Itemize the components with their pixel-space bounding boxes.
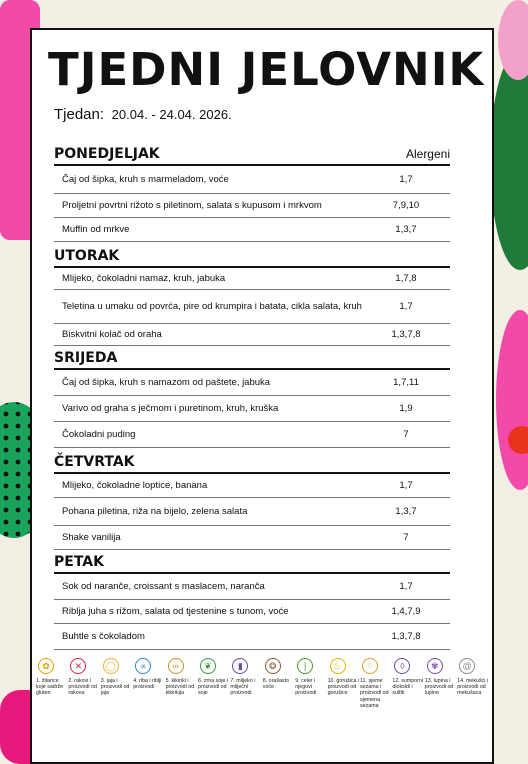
meal-allergens: 1,3,7,8 [391,329,421,340]
milk-icon: ▮ [232,658,248,674]
legend-item [360,658,392,709]
legend-item [457,658,489,697]
week-range [54,106,232,123]
legend-item [68,658,100,697]
meal-text: Čaj od šipka, kruh s namazom od paštete, jabuka [62,377,271,388]
fish-icon: ∝ [135,658,151,674]
legend-label: 4. riba i riblji proizvodi [133,678,162,691]
meal-text: Čaj od šipka, kruh s marmeladom, voće [62,174,229,185]
legend-label: 5. kikiriki i proizvodi od kikirikija [165,678,195,697]
meal-allergens: 7 [403,429,409,440]
allergens-column-header: Alergeni [405,147,450,161]
legend-item [425,658,457,697]
meal-allergens: 1,4,7,9 [391,606,421,617]
sesame-icon: ⁘ [362,658,378,674]
sulfite-icon: ◊ [394,658,410,674]
legend-label: 11. sjeme sezama i proizvodi od sjemena sezama [360,678,389,709]
week-dates: 20.04. - 24.04. 2026. [111,107,232,122]
legend-label: 8. orašasto voće [262,678,290,691]
meal-row [54,600,450,624]
crab-icon: ✕ [70,658,86,674]
legend-item [392,658,424,697]
meal-row [54,166,450,194]
legend-item [101,658,133,697]
legend-item [36,658,68,697]
mollusc-icon: @ [459,658,475,674]
allergen-legend [36,658,496,738]
meal-row [54,574,450,600]
legend-item [230,658,262,697]
legend-label: 6. zrna soje i proizvodi od soje [198,678,229,697]
meal-text: Varivo od graha s ječmom i puretinom, kruh, kruška [62,403,279,414]
legend-item [198,658,230,697]
legend-item [328,658,360,697]
meal-text: Muffin od mrkve [62,224,130,235]
soy-icon: ❦ [200,658,216,674]
meal-row [54,194,450,218]
meal-allergens: 7 [403,532,409,543]
day-header [54,348,450,370]
day-header [54,246,450,268]
meal-allergens: 1,7 [399,480,413,491]
day-name: PETAK [54,554,104,570]
meal-allergens: 1,3,7 [395,224,417,235]
day-header [54,552,450,574]
day-header [54,452,450,474]
day-header [54,144,450,166]
menu-card [30,28,494,764]
meal-allergens: 1,7,8 [395,273,417,284]
meal-row [54,422,450,448]
meal-row [54,268,450,290]
day-name: SRIJEDA [54,350,118,366]
legend-label: 2. rakovi i proizvodi od rakova [68,678,97,697]
meal-text: Pohana piletina, riža na bijelo, zelena salata [62,506,248,517]
meal-text: Buhtle s čokoladom [62,631,145,642]
meal-text: Shake vanilija [62,532,121,543]
legend-label: 12. sumporni dioksidi i sulfiti [392,678,424,697]
meal-allergens: 1,9 [399,403,413,414]
meal-row [54,324,450,346]
day-name: ČETVRTAK [54,454,135,470]
week-label: Tjedan: [54,106,105,123]
day-name: PONEDJELJAK [54,146,160,162]
meal-allergens: 1,7,11 [393,377,419,388]
meal-row [54,218,450,242]
nut-icon: ❂ [265,658,281,674]
legend-label: 14. mekušci i proizvodi od mekušaca [457,678,489,697]
legend-label: 7. mlijeko i mliječni proizvodi [230,678,256,697]
meal-row [54,526,450,550]
meal-text: Proljetni povrtni rižoto s piletinom, salata s kupusom i mrkvom [62,200,322,211]
meal-text: Riblja juha s rižom, salata od tjestenine s tunom, voće [62,606,289,617]
meal-row [54,624,450,650]
meal-text: Čokoladni puding [62,429,136,440]
legend-label: 13. lupina i proizvodi od lupine [424,678,454,697]
meal-text: Mlijeko, čokoladne loptice, banana [62,480,208,491]
legend-item [166,658,198,697]
day-name: UTORAK [54,248,120,264]
legend-item [295,658,327,697]
meal-row [54,396,450,422]
wheat-icon: ✿ [38,658,54,674]
page-title: TJEDNI JELOVNIK [48,43,485,96]
celery-icon: ❘ [297,658,313,674]
peanut-icon: ∞ [168,658,184,674]
legend-label: 3. jaja i proizvodi od jaja [100,678,130,697]
meal-allergens: 1,7 [399,581,413,592]
meal-allergens: 1,3,7,8 [391,631,421,642]
meal-allergens: 1,7 [399,174,413,185]
meal-row [54,498,450,526]
legend-label: 9. celer i njegovi proizvodi [295,678,317,697]
meal-allergens: 1,7 [399,301,413,312]
meal-allergens: 1,3,7 [395,506,417,517]
meal-text: Mlijeko, čokoladni namaz, kruh, jabuka [62,273,226,284]
meal-allergens: 7,9,10 [392,200,420,211]
meal-row [54,474,450,498]
legend-label: 1. žitarice koje sadrže gluten [36,678,64,697]
meal-text: Biskvitni kolač od oraha [62,329,162,340]
legend-label: 10. gorušica i proizvodi od gorušice [327,678,360,697]
meal-row [54,290,450,324]
legend-item [133,658,165,690]
egg-icon: ◯ [103,658,119,674]
mustard-icon: ♨ [330,658,346,674]
meal-text: Teletina u umaku od povrća, pire od krumpira i batata, cikla salata, kruh [62,301,362,312]
meal-text: Sok od naranče, croissant s maslacem, naranča [62,581,265,592]
legend-item [263,658,295,690]
lupin-icon: ✾ [427,658,443,674]
meal-row [54,370,450,396]
